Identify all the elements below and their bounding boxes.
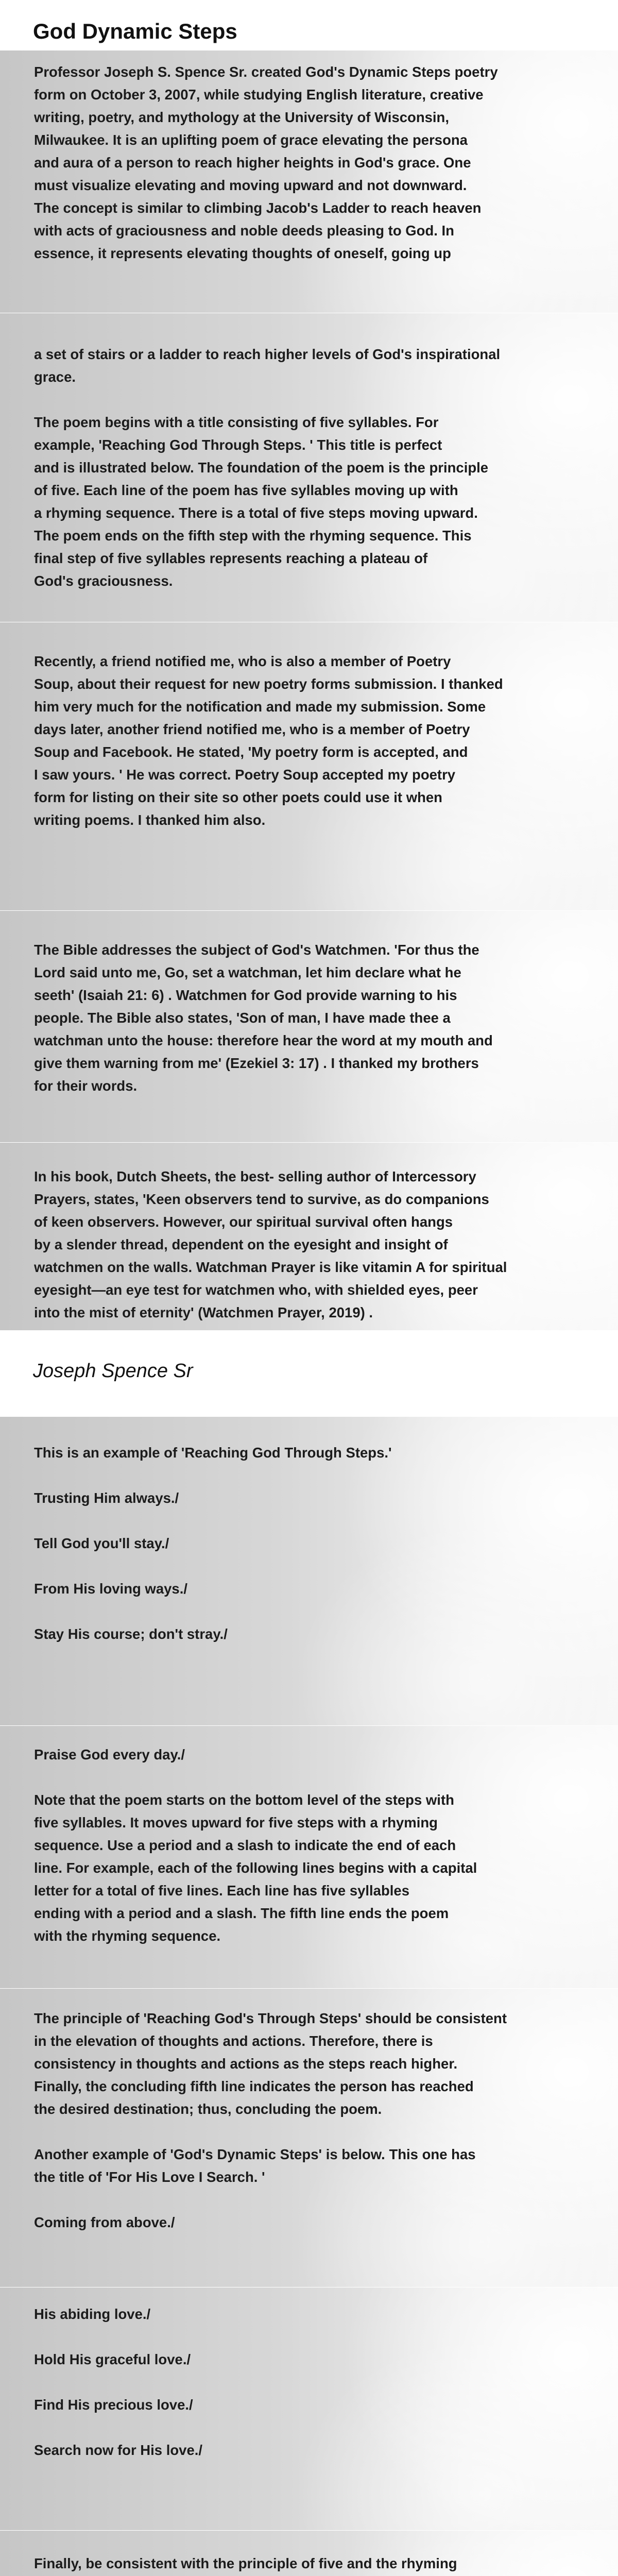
text-line: days later, another friend notified me, who is a member of Poetry [34, 721, 470, 737]
text-line: in the elevation of thoughts and actions. Therefore, there is [34, 2033, 433, 2049]
text-line: Finally, be consistent with the principle of five and the rhyming [34, 2555, 457, 2571]
text-block [0, 1143, 618, 1331]
text-line: sequence. Use a period and a slash to indicate the end of each [34, 1837, 456, 1853]
text-block [0, 622, 618, 911]
text-line: The poem ends on the fifth step with the rhyming sequence. This [34, 528, 472, 544]
text-line: watchman unto the house: therefore hear the word at my mouth and [34, 1032, 493, 1048]
text-line: letter for a total of five lines. Each line has five syllables [34, 1883, 410, 1899]
text-line: with acts of graciousness and noble deeds pleasing to God. In [34, 223, 454, 239]
text-line: Search now for His love./ [34, 2442, 203, 2458]
blank-line [34, 1766, 584, 1789]
text-line: by a slender thread, dependent on the eyesight and insight of [34, 1236, 448, 1252]
text-line: The principle of 'Reaching God's Through Steps' should be consistent [34, 2010, 507, 2026]
text-block [0, 2287, 618, 2531]
text-line: This is an example of 'Reaching God Through Steps.' [34, 1445, 392, 1461]
text-line: writing, poetry, and mythology at the University of Wisconsin, [34, 109, 449, 125]
blank-line [34, 2416, 584, 2439]
blank-line [34, 1510, 584, 1532]
text-line: him very much for the notification and made my submission. Some [34, 699, 486, 715]
text-block [0, 1989, 618, 2287]
blank-line [34, 1555, 584, 1578]
blank-line [34, 2371, 584, 2394]
text-line: His abiding love./ [34, 2306, 151, 2322]
blank-line [34, 1600, 584, 1623]
text-block [0, 1726, 618, 1989]
text-line: Stay His course; don't stray./ [34, 1626, 228, 1642]
author-name: Joseph Spence Sr [33, 1360, 193, 1382]
text-line: must visualize elevating and moving upward and not downward. [34, 177, 467, 193]
text-line: Note that the poem starts on the bottom level of the steps with [34, 1792, 454, 1808]
text-line: seeth' (Isaiah 21: 6) . Watchmen for God provide warning to his [34, 987, 457, 1003]
text-line: eyesight—an eye test for watchmen who, with shielded eyes, peer [34, 1282, 478, 1298]
text-line: a set of stairs or a ladder to reach higher levels of God's inspirational [34, 346, 501, 362]
text-line: line. For example, each of the following lines begins with a capital [34, 1860, 477, 1876]
text-line: of keen observers. However, our spiritual survival often hangs [34, 1214, 453, 1230]
text-line: Trusting Him always./ [34, 1490, 179, 1506]
text-line: Another example of 'God's Dynamic Steps' is below. This one has [34, 2146, 476, 2162]
text-line: Coming from above./ [34, 2214, 175, 2230]
text-line: grace. [34, 369, 76, 385]
text-line: into the mist of eternity' (Watchmen Prayer, 2019) . [34, 1304, 373, 1320]
text-line: Prayers, states, 'Keen observers tend to survive, as do companions [34, 1191, 489, 1207]
text-line: the title of 'For His Love I Search. ' [34, 2169, 265, 2185]
text-line: essence, it represents elevating thoughts of oneself, going up [34, 245, 451, 261]
text-line: Finally, the concluding fifth line indicates the person has reached [34, 2078, 474, 2094]
text-line: From His loving ways./ [34, 1581, 187, 1597]
text-line: and is illustrated below. The foundation of the poem is the principle [34, 460, 489, 476]
blank-line [34, 1464, 584, 1487]
text-line: with the rhyming sequence. [34, 1928, 221, 1944]
text-line: for their words. [34, 1078, 138, 1094]
text-line: God's graciousness. [34, 573, 173, 589]
text-line: Tell God you'll stay./ [34, 1535, 169, 1551]
text-block [0, 2531, 618, 2576]
text-line: writing poems. I thanked him also. [34, 812, 266, 828]
text-block [0, 313, 618, 622]
text-line: and aura of a person to reach higher heights in God's grace. One [34, 155, 471, 171]
text-line: of five. Each line of the poem has five syllables moving up with [34, 482, 458, 498]
text-line: Milwaukee. It is an uplifting poem of grace elevating the persona [34, 132, 468, 148]
text-line: Soup, about their request for new poetry forms submission. I thanked [34, 676, 503, 692]
text-line: Praise God every day./ [34, 1747, 185, 1762]
text-line: Find His precious love./ [34, 2397, 193, 2413]
text-line: Lord said unto me, Go, set a watchman, let him declare what he [34, 964, 461, 980]
text-line: form on October 3, 2007, while studying English literature, creative [34, 87, 484, 103]
poem-title: God Dynamic Steps [33, 19, 237, 43]
text-line: example, 'Reaching God Through Steps. ' This title is perfect [34, 437, 442, 453]
text-line: form for listing on their site so other poets could use it when [34, 789, 442, 805]
blank-line [34, 2121, 584, 2143]
text-line: five syllables. It moves upward for five steps with a rhyming [34, 1815, 438, 1831]
text-line: ending with a period and a slash. The fifth line ends the poem [34, 1905, 449, 1921]
text-line: final step of five syllables represents reaching a plateau of [34, 550, 428, 566]
text-line: give them warning from me' (Ezekiel 3: 17) . I thanked my brothers [34, 1055, 479, 1071]
text-line: the desired destination; thus, concluding the poem. [34, 2101, 382, 2117]
blank-line [34, 2189, 584, 2211]
blank-line [34, 2326, 584, 2348]
text-line: Soup and Facebook. He stated, 'My poetry form is accepted, and [34, 744, 468, 760]
text-line: The concept is similar to climbing Jacob's Ladder to reach heaven [34, 200, 482, 216]
text-block [0, 911, 618, 1143]
text-line: The poem begins with a title consisting of five syllables. For [34, 414, 439, 430]
text-line: Recently, a friend notified me, who is also a member of Poetry [34, 653, 451, 669]
text-block [0, 1417, 618, 1726]
text-line: Hold His graceful love./ [34, 2351, 191, 2367]
text-line: Professor Joseph S. Spence Sr. created God's Dynamic Steps poetry [34, 64, 498, 80]
text-line: The Bible addresses the subject of God's Watchmen. 'For thus the [34, 942, 479, 958]
text-line: I saw yours. ' He was correct. Poetry Soup accepted my poetry [34, 767, 456, 783]
text-line: In his book, Dutch Sheets, the best- selling author of Intercessory [34, 1168, 476, 1184]
text-line: consistency in thoughts and actions as the steps reach higher. [34, 2056, 458, 2072]
text-line: watchmen on the walls. Watchman Prayer is like vitamin A for spiritual [34, 1259, 507, 1275]
blank-line [34, 388, 584, 411]
text-line: a rhyming sequence. There is a total of five steps moving upward. [34, 505, 478, 521]
text-line: people. The Bible also states, 'Son of man, I have made thee a [34, 1010, 451, 1026]
text-block [0, 50, 618, 313]
